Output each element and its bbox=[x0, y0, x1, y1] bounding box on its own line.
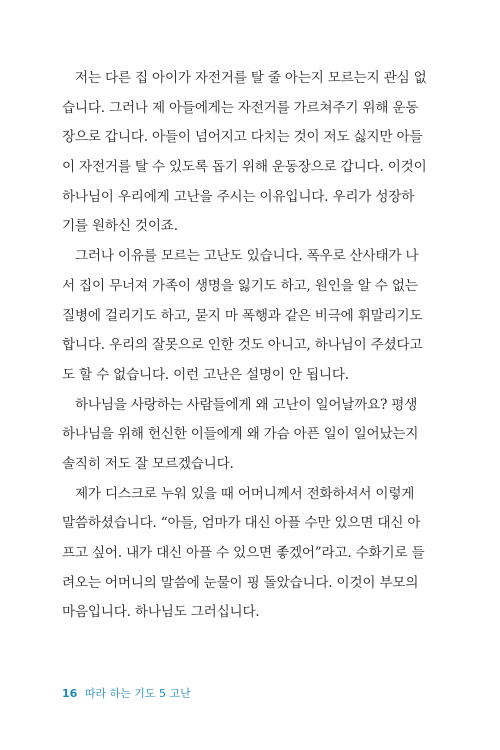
body-line: 솔직히 저도 잘 모르겠습니다. bbox=[62, 455, 234, 472]
body-line: 습니다. 그러나 제 아들에게는 자전거를 가르쳐주기 위해 운동 bbox=[62, 99, 419, 116]
body-line: 프고 싶어. 내가 대신 아플 수 있으면 좋겠어”라고. 수화기로 들 bbox=[62, 545, 425, 561]
body-line: 그러나 이유를 모르는 고난도 있습니다. 폭우로 산사태가 나 bbox=[75, 248, 419, 265]
body-line: 하나님을 위해 헌신한 이들에게 왜 가슴 아픈 일이 일어났는지 bbox=[62, 426, 419, 443]
body-line: 서 집이 무너져 가족이 생명을 잃기도 하고, 원인을 알 수 없는 bbox=[62, 277, 418, 294]
body-line: 장으로 갑니다. 아들이 넘어지고 다치는 것이 저도 싫지만 아들 bbox=[62, 129, 423, 146]
body-text bbox=[62, 64, 440, 628]
body-line: 마음입니다. 하나님도 그러십니다. bbox=[62, 604, 260, 621]
body-line: 이 자전거를 탈 수 있도록 돕기 위해 운동장으로 갑니다. 이것이 bbox=[62, 159, 427, 176]
body-line: 도 할 수 없습니다. 이런 고난은 설명이 안 됩니다. bbox=[62, 366, 349, 383]
body-line: 하나님을 사랑하는 사람들에게 왜 고난이 일어날까요? 평생 bbox=[75, 396, 418, 413]
body-line: 하나님이 우리에게 고난을 주시는 이유입니다. 우리가 성장하 bbox=[62, 188, 415, 205]
body-line: 질병에 걸리기도 하고, 묻지 마 폭행과 같은 비극에 휘말리기도 bbox=[62, 307, 423, 324]
page-number: 16 bbox=[62, 687, 78, 700]
body-line: 기를 원하신 것이죠. bbox=[62, 218, 178, 235]
page-footer bbox=[62, 685, 191, 701]
body-line: 저는 다른 집 아이가 자전거를 탈 줄 아는지 모르는지 관심 없 bbox=[75, 70, 427, 86]
body-line: 말씀하셨습니다. “아들, 엄마가 대신 아플 수만 있으면 대신 아 bbox=[62, 515, 421, 532]
running-title: 따라 하는 기도 5 고난 bbox=[84, 687, 191, 700]
body-line: 제가 디스크로 누워 있을 때 어머니께서 전화하셔서 이렇게 bbox=[75, 485, 415, 502]
body-line: 려오는 어머니의 말씀에 눈물이 핑 돌았습니다. 이것이 부모의 bbox=[62, 574, 419, 591]
body-line: 합니다. 우리의 잘못으로 인한 것도 아니고, 하나님이 주셨다고 bbox=[62, 337, 423, 354]
